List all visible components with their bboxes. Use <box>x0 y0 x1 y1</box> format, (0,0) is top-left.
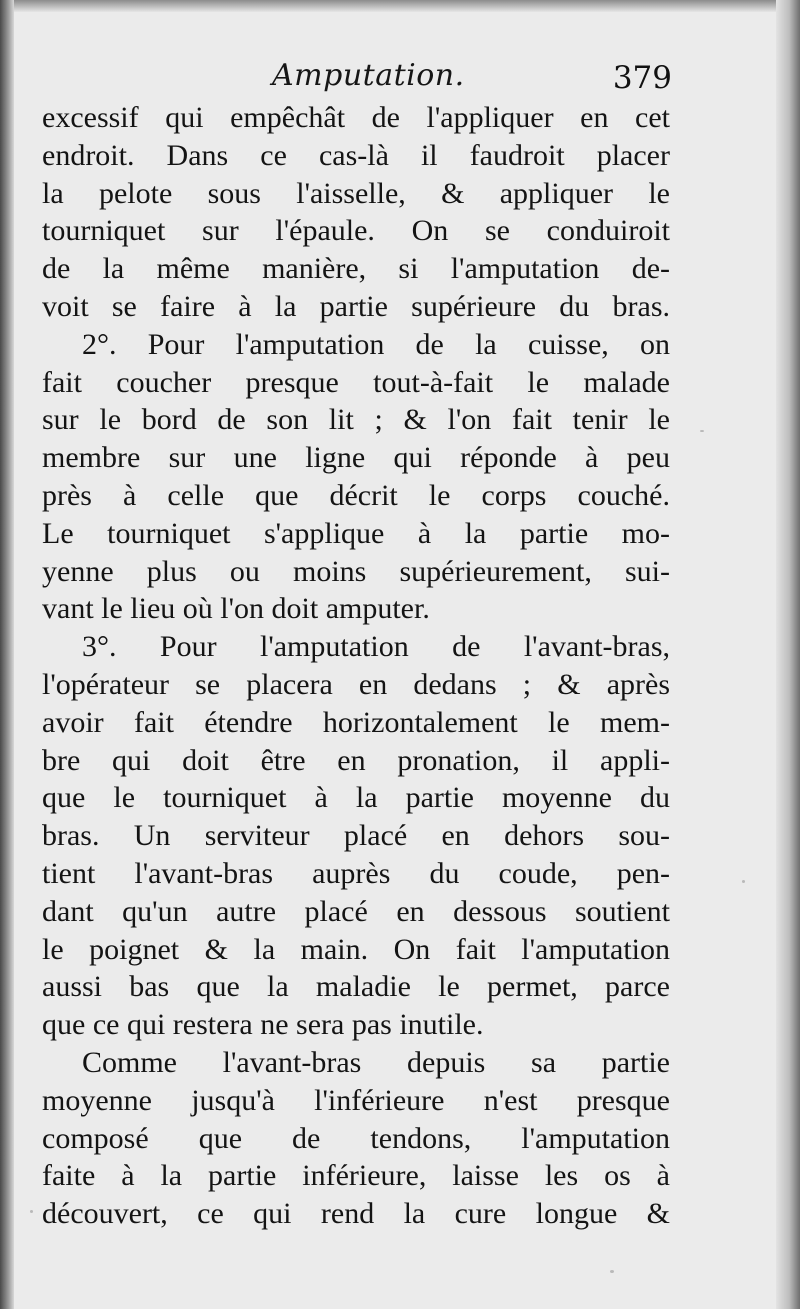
page-right-edge <box>776 0 800 1309</box>
text-line: vant le lieu où l'on doit amputer. <box>42 592 430 626</box>
text-line: Comme l'avant-bras depuis sa partie <box>82 1045 670 1079</box>
text-line: que le tourniquet à la partie moyenne du <box>42 781 670 815</box>
text-line: bras. Un serviteur placé en dehors sou- <box>42 819 670 853</box>
text-line: bre qui doit être en pronation, il appli- <box>42 743 670 777</box>
text-line: 2°. Pour l'amputation de la cuisse, on <box>82 327 670 361</box>
text-line: le poignet & la main. On fait l'amputation <box>42 932 670 966</box>
text-line: près à celle que décrit le corps couché. <box>42 478 670 512</box>
body-text <box>42 99 670 1233</box>
text-line: dant qu'un autre placé en dessous soutient <box>42 894 670 928</box>
text-line: membre sur une ligne qui réponde à peu <box>42 441 670 475</box>
text-line: tient l'avant-bras auprès du coude, pen- <box>42 856 670 890</box>
page-header <box>40 58 672 102</box>
text-line: de la même manière, si l'amputation de- <box>42 252 670 286</box>
paper-speck <box>30 1210 33 1213</box>
paper-speck <box>742 880 745 883</box>
text-line: aussi bas que la maladie le permet, parce <box>42 970 670 1004</box>
running-head: Amputation. <box>272 58 465 93</box>
text-line: endroit. Dans ce cas-là il faudroit placer <box>42 138 670 172</box>
page-top-edge <box>0 0 800 12</box>
text-line: faite à la partie inférieure, laisse les os à <box>42 1159 670 1193</box>
text-line: 3°. Pour l'amputation de l'avant-bras, <box>82 630 670 664</box>
text-line: que ce qui restera ne sera pas inutile. <box>42 1008 484 1042</box>
text-line: la pelote sous l'aisselle, & appliquer le <box>42 176 670 210</box>
page-binding-shadow <box>0 0 14 1309</box>
text-line: Le tourniquet s'applique à la partie mo- <box>42 516 670 550</box>
text-line: moyenne jusqu'à l'inférieure n'est presque <box>42 1083 670 1117</box>
page-number: 379 <box>612 60 672 96</box>
text-line: sur le bord de son lit ; & l'on fait tenir le <box>42 403 670 437</box>
text-line: voit se faire à la partie supérieure du bras. <box>42 289 670 323</box>
text-line: avoir fait étendre horizontalement le mem- <box>42 705 670 739</box>
text-line: découvert, ce qui rend la cure longue & <box>42 1197 670 1231</box>
text-line: composé que de tendons, l'amputation <box>42 1121 670 1155</box>
text-line: tourniquet sur l'épaule. On se conduiroit <box>42 214 670 248</box>
text-line: l'opérateur se placera en dedans ; & après <box>42 667 670 701</box>
text-line: yenne plus ou moins supérieurement, sui- <box>42 554 670 588</box>
paper-speck <box>610 1270 614 1273</box>
paper-speck <box>700 430 704 432</box>
text-line: excessif qui empêchât de l'appliquer en cet <box>42 101 670 134</box>
text-line: fait coucher presque tout-à-fait le malade <box>42 365 670 399</box>
